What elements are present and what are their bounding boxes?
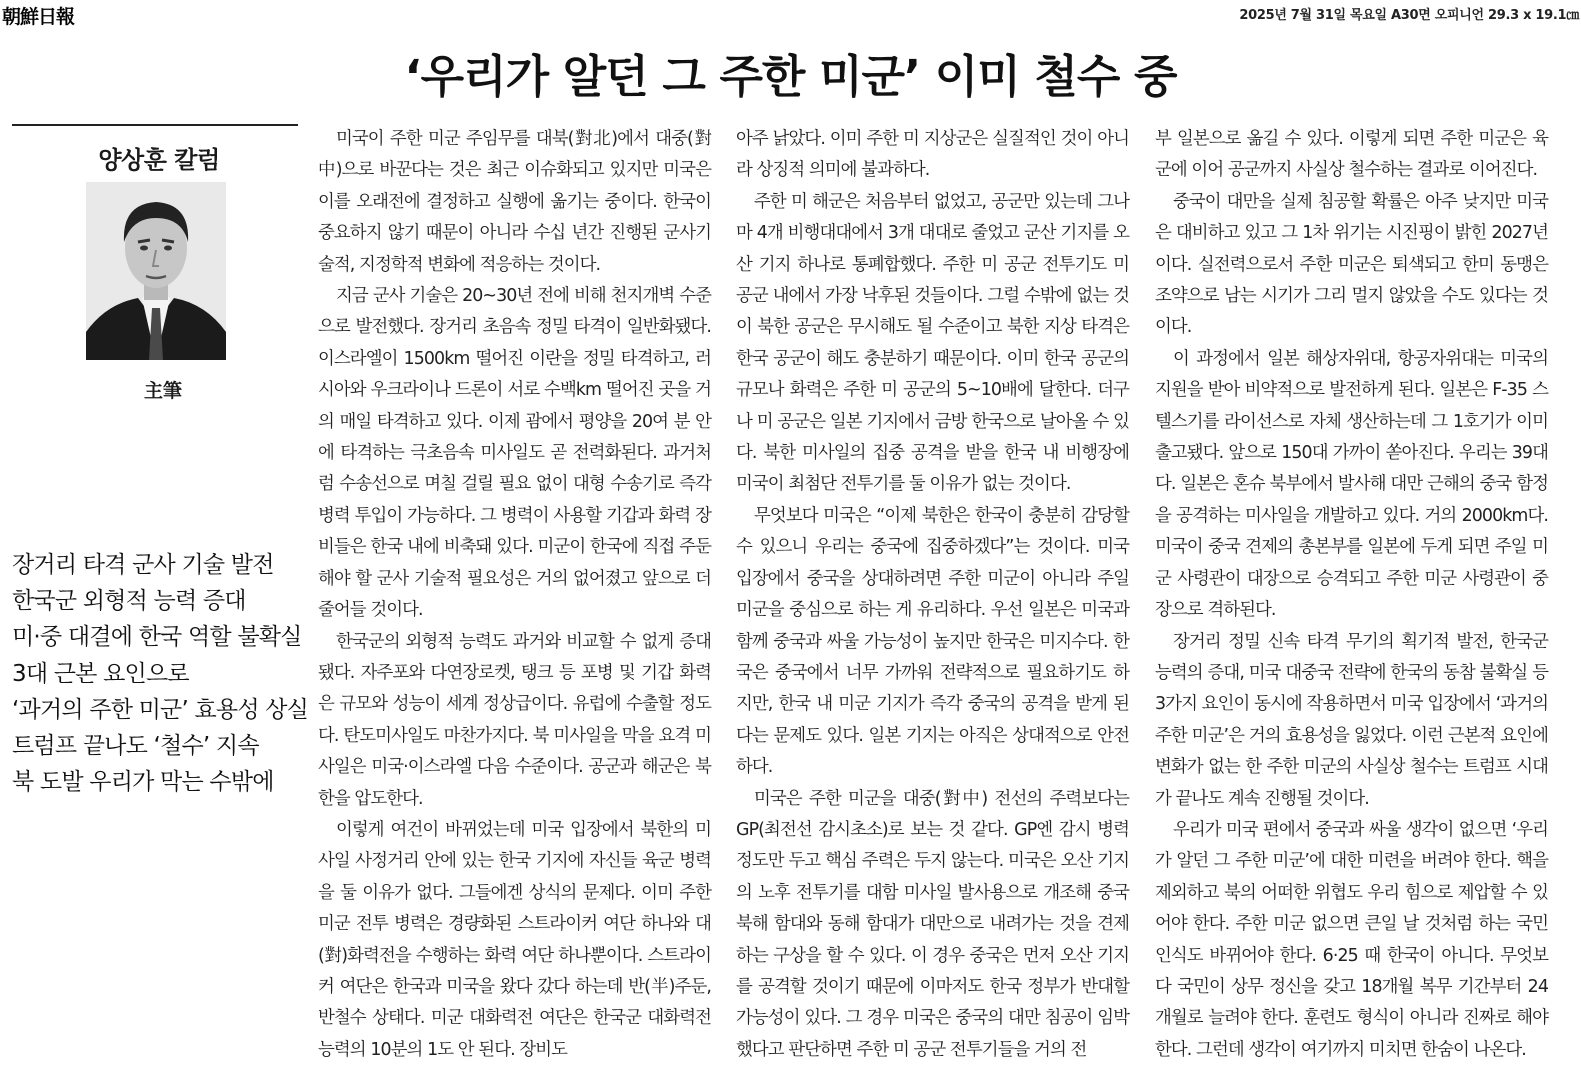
columnist-name: 양상훈 칼럼 — [98, 146, 220, 174]
portrait-illustration — [86, 182, 226, 360]
article-column-1 — [318, 124, 711, 1066]
columnist-role: 主筆 — [143, 380, 182, 402]
article-paragraph: 중국이 대만을 실제 침공할 확률은 아주 낮지만 미국은 대비하고 있고 그 1차 위기는 시진핑이 밝힌 2027년이다. 실전력으로서 주한 미군은 퇴색되고 한미 동맹은 조약으로 남는 시기가 그리 멀지 않았을 수도 있다는 것이다. — [1155, 191, 1548, 338]
article-paragraph: 이렇게 여건이 바뀌었는데 미국 입장에서 북한의 미사일 사정거리 안에 있는 한국 기지에 자신들 육군 병력을 둘 이유가 없다. 그들에겐 상식의 문제다. 이미 주한 미군 전투 병력은 경량화된 스트라이커 여단 하나와 대(對)화력전을 수행하는 화력 여단 하나뿐이다. 스트라이커 여단은 한국과 미국을 왔다 갔다 하는데 반(半)주둔, 반철수 상태다. 미군 대화력전 여단은 한국군 대화력전 능력의 10분의 1도 안 된다. 장비도 — [318, 819, 711, 1060]
summary-line: 한국군 외형적 능력 증대 — [12, 588, 246, 615]
issue-meta: 2025년 7월 31일 목요일 A30면 오피니언 29.3 x 19.1㎝ — [1239, 8, 1579, 23]
article-paragraph: 장거리 정밀 신속 타격 무기의 획기적 발전, 한국군 능력의 증대, 미국 대중국 전략에 한국의 동참 불확실 등 3가지 요인이 동시에 작용하면서 미국 입장에서 ‘과거의 주한 미군’은 거의 효용성을 잃었다. 이런 근본적 요인에 변화가 없는 한 주한 미군의 사실상 철수는 트럼프 시대가 끝나도 계속 진행될 것이다. — [1155, 631, 1548, 809]
summary-list — [12, 547, 312, 800]
article-paragraph: 우리가 미국 편에서 중국과 싸울 생각이 없으면 ‘우리가 알던 그 주한 미군’에 대한 미련을 버려야 한다. 핵을 제외하고 북의 어떠한 위협도 우리 힘으로 제압할 수 있어야 한다. 주한 미군 없으면 큰일 날 것처럼 하는 국민 인식도 바뀌어야 한다. 6·25 때 한국이 아니다. 무엇보다 국민이 상무 정신을 갖고 18개월 복무 기간부터 24개월로 늘려야 한다. 훈련도 형식이 아니라 진짜로 해야 한다. 그런데 생각이 여기까지 미치면 한숨이 나온다. — [1155, 819, 1548, 1060]
summary-line: 미·중 대결에 한국 역할 불확실 — [12, 624, 302, 651]
summary-line: 장거리 타격 군사 기술 발전 — [12, 552, 274, 578]
summary-line: 트럼프 끝나도 ‘철수’ 지속 — [12, 733, 259, 760]
article-paragraph: 무엇보다 미국은 “이제 북한은 한국이 충분히 감당할 수 있으니 우리는 중국에 집중하겠다”는 것이다. 미국 입장에서 중국을 상대하려면 주한 미군이 아니라 주일 미군을 중심으로 하는 게 유리하다. 우선 일본은 미국과 함께 중국과 싸울 가능성이 높지만 한국은 미지수다. 한국은 중국에서 너무 가까워 전략적으로 필요하기도 하지만, 한국 내 미군 기지가 즉각 중국의 공격을 받게 된다는 문제도 있다. 일본 기지는 아직은 상대적으로 안전하다. — [736, 505, 1129, 778]
article-paragraph: 미국은 주한 미군을 대중(對中) 전선의 주력보다는 GP(최전선 감시초소)로 보는 것 같다. GP엔 감시 병력 정도만 두고 핵심 주력은 두지 않는다. 미국은 오산 기지의 노후 전투기를 대함 미사일 발사용으로 개조해 중국 북해 함대와 동해 함대가 대만으로 내려가는 것을 견제하는 구상을 할 수 있다. 이 경우 중국은 먼저 오산 기지를 공격할 것이기 때문에 이마저도 한국 정부가 반대할 가능성이 있다. 그 경우 미국은 중국의 대만 침공이 임박했다고 판단하면 주한 미 공군 전투기들을 거의 전 — [736, 788, 1129, 1060]
byline-box — [12, 124, 298, 402]
article-column-3 — [1155, 124, 1548, 1066]
byline-rule — [12, 124, 298, 126]
columnist-photo — [86, 182, 226, 360]
article-paragraph: 아주 낡았다. 이미 주한 미 지상군은 실질적인 것이 아니라 상징적 의미에 불과하다. — [736, 129, 1129, 181]
headline: ‘우리가 알던 그 주한 미군’ 이미 철수 중 — [404, 50, 1177, 103]
article-column-2 — [736, 124, 1129, 1066]
summary-line: ‘과거의 주한 미군’ 효용성 상실 — [12, 696, 309, 723]
article-paragraph: 지금 군사 기술은 20~30년 전에 비해 천지개벽 수준으로 발전했다. 장거리 초음속 정밀 타격이 일반화됐다. 이스라엘이 1500km 떨어진 이란을 정밀 타격하고, 러시아와 우크라이나 드론이 서로 수백km 떨어진 곳을 거의 매일 타격하고 있다. 이제 괌에서 평양을 20여 분 안에 타격하는 극초음속 미사일도 곧 전력화된다. 과거처럼 수송선으로 며칠 걸릴 필요 없이 대형 수송기로 즉각 병력 투입이 가능하다. 그 병력이 사용할 기갑과 화력 장비들은 한국 내에 비축돼 있다. 미군이 한국에 직접 주둔해야 할 군사 기술적 필요성은 거의 없어졌고 앞으로 더 줄어들 것이다. — [318, 286, 711, 621]
article-paragraph: 한국군의 외형적 능력도 과거와 비교할 수 없게 증대됐다. 자주포와 다연장로켓, 탱크 등 포병 및 기갑 화력은 규모와 성능이 세계 정상급이다. 유럽에 수출할 정도다. 탄도미사일도 마찬가지다. 북 미사일을 막을 요격 미사일은 미국·이스라엘 다음 수준이다. 공군과 해군은 북한을 압도한다. — [318, 631, 711, 809]
article-paragraph: 주한 미 해군은 처음부터 없었고, 공군만 있는데 그나마 4개 비행대대에서 3개 대대로 줄었고 군산 기지를 오산 기지 하나로 통폐합했다. 주한 미 공군 전투기도 미 공군 내에서 가장 낙후된 것들이다. 그럴 수밖에 없는 것이 북한 공군은 무시해도 될 수준이고 북한 지상 타격은 한국 공군이 해도 충분하기 때문이다. 이미 한국 공군의 규모나 화력은 주한 미 공군의 5~10배에 달한다. 더구나 미 공군은 일본 기지에서 금방 한국으로 날아올 수 있다. 북한 미사일의 집중 공격을 받을 한국 내 비행장에 미국이 최첨단 전투기를 둘 이유가 없는 것이다. — [736, 191, 1129, 495]
masthead — [0, 0, 1581, 30]
newspaper-logo: 朝鮮日報 — [2, 6, 75, 28]
article-paragraph: 미국이 주한 미군 주임무를 대북(對北)에서 대중(對中)으로 바꾼다는 것은 최근 이슈화되고 있지만 미국은 이를 오래전에 결정하고 실행에 옮기는 중이다. 한국이 중요하지 않기 때문이 아니라 수십 년간 진행된 군사기술적, 지정학적 변화에 적응하는 것이다. — [318, 129, 711, 275]
article-paragraph: 이 과정에서 일본 해상자위대, 항공자위대는 미국의 지원을 받아 비약적으로 발전하게 된다. 일본은 F-35 스텔스기를 라이선스로 자체 생산하는데 그 1호기가 이미 출고됐다. 앞으로 150대 가까이 쏟아진다. 우리는 39대다. 일본은 혼슈 북부에서 발사해 대만 근해의 중국 함정을 공격하는 미사일을 개발하고 있다. 거의 2000km다. 미국이 중국 견제의 총본부를 일본에 두게 되면 주일 미군 사령관이 대장으로 승격되고 주한 미군 사령관이 중장으로 격하된다. — [1155, 348, 1548, 621]
article-paragraph: 부 일본으로 옮길 수 있다. 이렇게 되면 주한 미군은 육군에 이어 공군까지 사실상 철수하는 결과로 이어진다. — [1155, 129, 1548, 181]
summary-line: 북 도발 우리가 막는 수밖에 — [12, 769, 274, 796]
summary-line: 3대 근본 요인으로 — [12, 660, 189, 687]
